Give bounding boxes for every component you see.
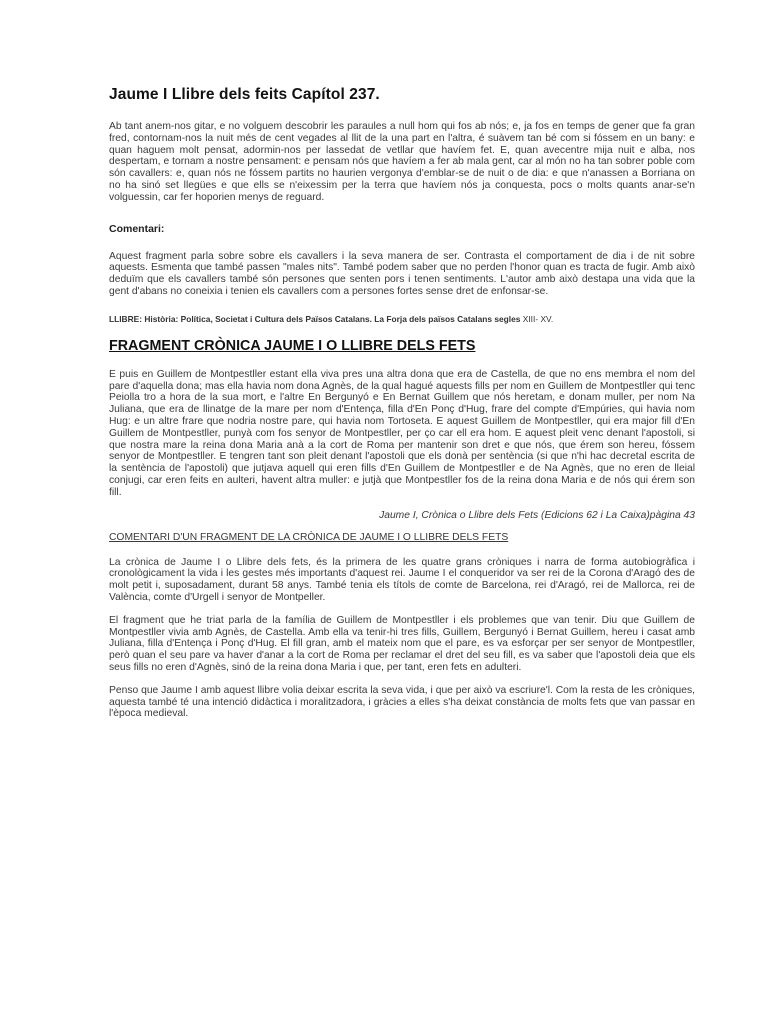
- comentari-heading: Comentari:: [109, 222, 165, 235]
- comentari2-title: COMENTARI D'UN FRAGMENT DE LA CRÒNICA DE JAUME I O LLIBRE DELS FETS: [109, 531, 509, 543]
- comentari-paragraph: Aquest fragment parla sobre sobre els cavallers i la seva manera de ser. Contrasta el comportament de dia i de nit sobre aquests. Esmenta que també passen "males nits". També podem saber que no perden l'honor quan es tracta de fugir. Amb això deduïm que els cavallers també són persones que senten pors i tenen sentiments. L'autor amb això destapa una vida que la gent d'abans no coneixia i tenien els cavallers com a persones fortes sense dret de enfonsar-se.: [109, 250, 695, 297]
- source-line-bold: LLIBRE: Història: Política, Societat i Cultura dels Països Catalans. La Forja dels països Catalans segles: [109, 313, 523, 324]
- fragment-paragraph: E puis en Guillem de Montpestller estant ella viva pres una altra dona que era de Castella, de que no ens membra el nom del pare d'aquella dona; mas ella havia nom dona Agnès, de la qual hagué aquests fills per nom en Guillem de Montpestller qui tenc Peiolla tro a hora de la sua mort, e l'altre En Bergunyó e En Bernat Guillem que nós heretam, e donam muller, per nom Na Juliana, que era de llinatge de la mare per nom d'Entença, filla d'En Ponç d'Hug, frare del compte d'Empúries, qui havia nom Hug: e un altre frare que nodria nostre pare, qui havia nom Tortoseta. E aquest Guillem de Montpestller, qui era major fill d'En Guillem de Montpestller, punyà com fos senyor de Montpestller, per ço car ell era hom. E aquest pleit venc denant l'apostoli, si que nostra mare la reina dona Maria anà a la cort de Roma per mantenir son dret e que nós, que érem son hereu, fóssem senyor de Montpestller. E tengren tant son pleit denant l'apostoli que els donà per sentència (si que n'hi hac decretal escrita de la sentència de l'apostoli) que jutjava aquell qui eren fills d'En Guillem de Montpestller e de Na Agnès, que no eren de lleial conjugi, car eren feits en aulteri, havent altra muller: e jutjà que Montpestller fos de la reina dona Maria e de nós qui érem son fill.: [109, 368, 695, 498]
- source-line-end: XIII- XV.: [522, 313, 554, 324]
- comentari2-paragraph-3: Penso que Jaume I amb aquest llibre volia deixar escrita la seva vida, i que per això va escriure'l. Com la resta de les cròniques, aquesta també té una intenció didàctica i moralitzadora, i gràcies a elles s'ha deixat constància de molts fets que van passar en l'època medieval.: [109, 684, 695, 720]
- fragment-title: FRAGMENT CRÒNICA JAUME I O LLIBRE DELS FETS: [109, 337, 476, 354]
- document-page: [109, 86, 695, 720]
- intro-paragraph: Ab tant anem-nos gitar, e no volguem descobrir les paraules a null hom qui fos ab nós; e, ja fos en temps de gener que fa gran fred, contornam-nos la nuit més de cent vegades al llit de la una part en l'altra, é suàvem tan bé com si fóssem en un bany: e quan haguem molt pensat, adormin-nos per lassedat de vetllar que havíem fet. E, quan avecentre mija nuit e alba, nos despertam, e tornam a nostre pensament: e pensam nós que havíem a fer ab mala gent, car al món no ha tan sobrer poble com són cavallers: e, quan nós ne fóssem partits no haurien vergonya d'emblar-se de nuit o de dia: e que n'anassen a Borriana on no ha sinó set llegües e que ells se n'eixessim per la terra que havíem nós ja conquesta, pocs o molts quants anar-se'n volguessin, car fer hoporien menys de reguard.: [109, 121, 695, 203]
- source-line: [109, 314, 695, 324]
- comentari2-paragraph-1: La crònica de Jaume I o Llibre dels fets, és la primera de les quatre grans cròniques i narra de forma autobiogràfica i cronològicament la vida i les gestes més importants d'aquest rei. Jaume I el conqueridor va ser rei de la Corona d'Aragó des de molt petit i, suposadament, durant 58 anys. També tenia els títols de comte de Barcelona, rei d'Aragó, rei de Mallorca, rei de València, comte d'Urgell i senyor de Montpeller.: [109, 556, 695, 603]
- comentari2-paragraph-2: El fragment que he triat parla de la família de Guillem de Montpestller i els problemes que van tenir. Diu que Guillem de Montpestller vivia amb Agnès, de Castella. Amb ella va tenir-hi tres fills, Guillem, Bergunyó i Bernat Guillem, hereu i casat amb Juliana, filla d'Entença i Ponç d'Hug. El fill gran, amb el mateix nom que el pare, es va esforçar per ser senyor de Montpestller, però quan el seu pare va haver d'anar a la cort de Roma per reclamar el dret del seu fill, es va saber que l'apostoli deia que els seus fills no eren d'Agnès, sinó de la reina dona Maria i que, per tant, eren fets en adulteri.: [109, 614, 695, 673]
- citation: Jaume I, Crònica o Llibre dels Fets (Edicions 62 i La Caixa)pàgina 43: [379, 509, 695, 521]
- document-title: Jaume I Llibre dels feits Capítol 237.: [109, 86, 380, 103]
